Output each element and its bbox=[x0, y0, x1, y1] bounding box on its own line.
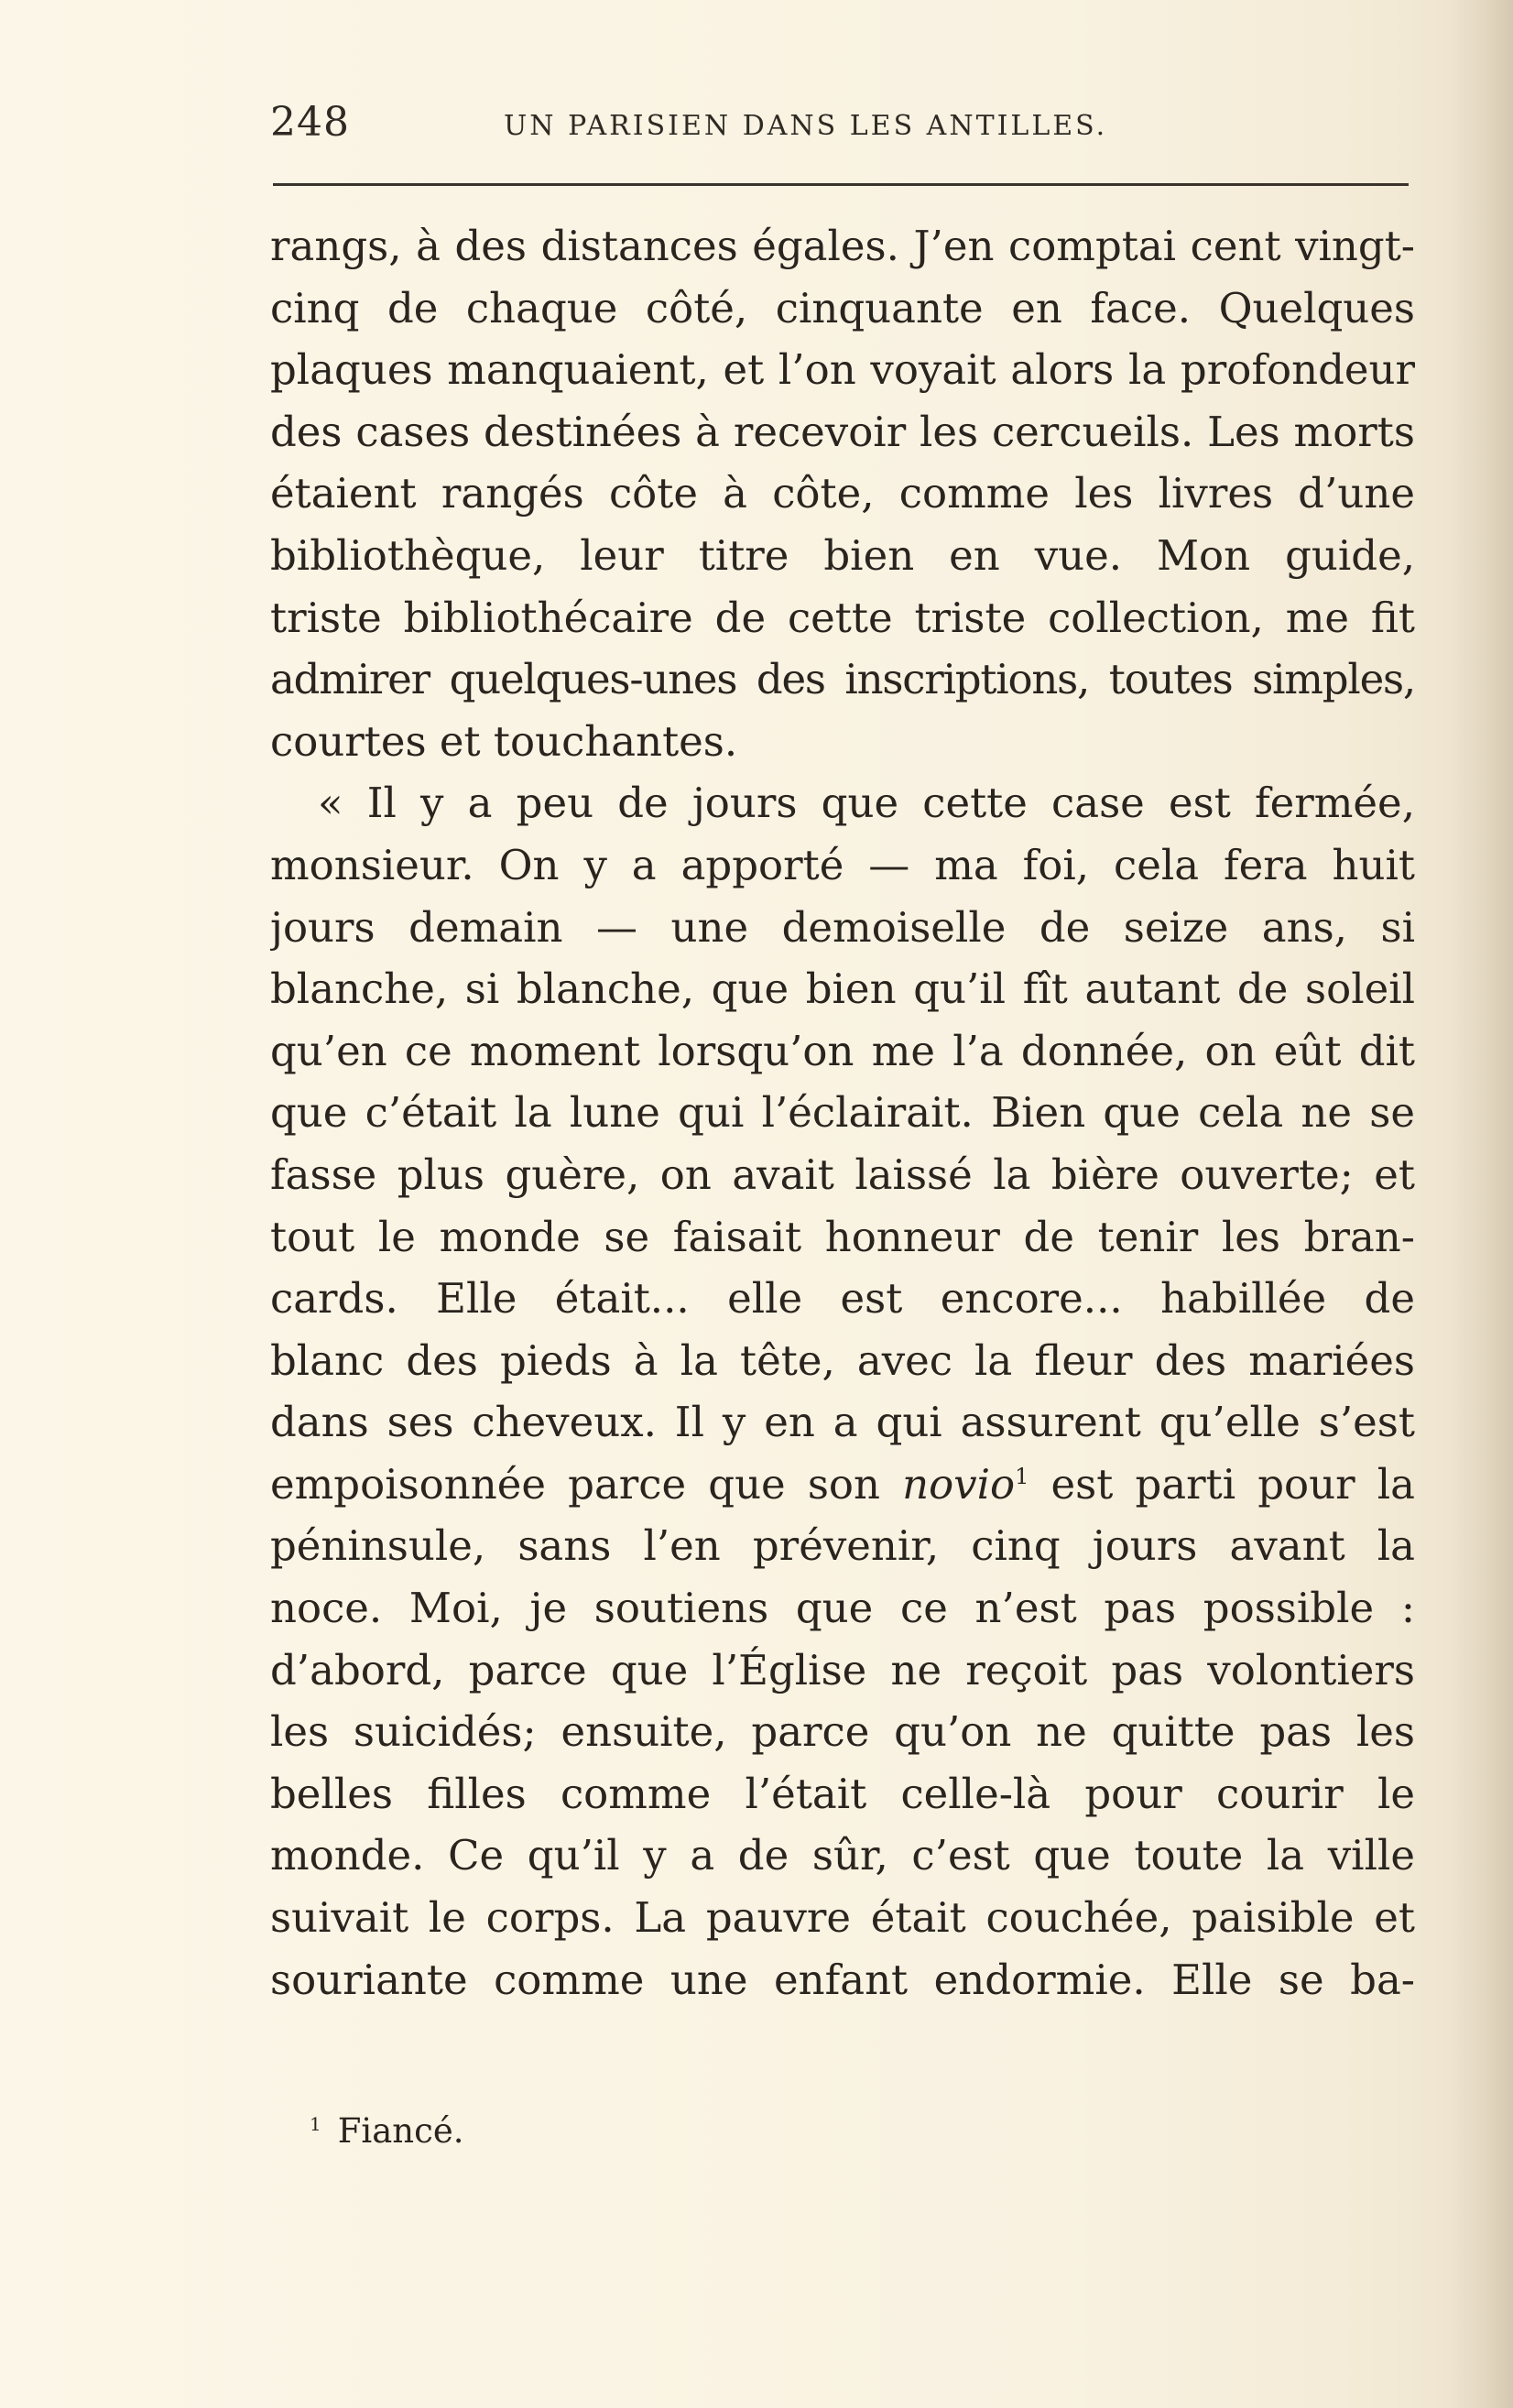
text-line: monsieur. On y a apporté — ma foi, cela fera huit bbox=[270, 840, 1415, 889]
text-line: cards. Elle était... elle est encore... habillée de bbox=[270, 1274, 1415, 1324]
text-line: fasse plus guère, on avait laissé la bière ouverte; et bbox=[270, 1150, 1415, 1199]
footnote-reference: 1 bbox=[1015, 1463, 1029, 1489]
footnote-text: Fiancé. bbox=[337, 2111, 464, 2151]
text-line: jours demain — une demoiselle de seize ans, si bbox=[270, 902, 1415, 952]
text-line: souriante comme une enfant endormie. Elle se ba- bbox=[270, 1955, 1415, 2004]
page-number: 248 bbox=[270, 99, 350, 146]
text-line: bibliothèque, leur titre bien en vue. Mon guide, bbox=[270, 530, 1415, 580]
text-line: des cases destinées à recevoir les cercueils. Les morts bbox=[270, 407, 1415, 456]
text-line: rangs, à des distances égales. J’en comptai cent vingt- bbox=[270, 222, 1415, 270]
header-rule bbox=[273, 183, 1409, 186]
text-line: dans ses cheveux. Il y en a qui assurent qu’elle s’est bbox=[270, 1398, 1415, 1447]
text-line: que c’était la lune qui l’éclairait. Bien que cela ne se bbox=[270, 1088, 1415, 1138]
italic-word: novio bbox=[902, 1459, 1016, 1509]
text-line: péninsule, sans l’en prévenir, cinq jours avant la bbox=[270, 1521, 1415, 1571]
text-line: blanche, si blanche, que bien qu’il fît autant de soleil bbox=[270, 964, 1415, 1014]
text-segment: empoisonnée parce que son bbox=[270, 1459, 903, 1509]
text-line: qu’en ce moment lorsqu’on me l’a donnée, on eût dit bbox=[270, 1026, 1415, 1075]
text-line: étaient rangés côte à côte, comme les livres d’une bbox=[270, 469, 1415, 518]
text-line: admirer quelques-unes des inscriptions, toutes simples, bbox=[270, 655, 1415, 704]
text-line: les suicidés; ensuite, parce qu’on ne quitte pas les bbox=[270, 1707, 1415, 1757]
text-line: blanc des pieds à la tête, avec la fleur des mariées bbox=[270, 1335, 1415, 1385]
page-edge-shadow bbox=[1449, 0, 1513, 2408]
running-title: UN PARISIEN DANS LES ANTILLES. bbox=[504, 110, 1108, 142]
paragraph-start-line: « Il y a peu de jours que cette case est fermée, bbox=[318, 779, 1415, 828]
text-line: d’abord, parce que l’Église ne reçoit pas volontiers bbox=[270, 1645, 1415, 1694]
text-line: plaques manquaient, et l’on voyait alors la profondeur bbox=[270, 345, 1415, 395]
text-line: noce. Moi, je soutiens que ce n’est pas possible : bbox=[270, 1584, 1415, 1633]
footnote-marker: 1 bbox=[310, 2112, 321, 2135]
text-line: belles filles comme l’était celle-là pour courir le bbox=[270, 1769, 1415, 1818]
footnote bbox=[310, 2111, 464, 2151]
running-header bbox=[270, 99, 1406, 154]
text-line: tout le monde se faisait honneur de tenir les bran- bbox=[270, 1212, 1415, 1261]
body-text bbox=[270, 215, 1415, 2010]
paragraph-end-line: courtes et touchantes. bbox=[270, 716, 738, 766]
text-line: cinq de chaque côté, cinquante en face. Quelques bbox=[270, 283, 1415, 332]
text-line-with-footnote-ref bbox=[270, 1454, 1415, 1516]
text-line: suivait le corps. La pauvre était couchée, paisible et bbox=[270, 1893, 1415, 1943]
text-segment: est parti pour la bbox=[1029, 1459, 1415, 1509]
text-line: monde. Ce qu’il y a de sûr, c’est que toute la ville bbox=[270, 1831, 1415, 1880]
text-line: triste bibliothécaire de cette triste collection, me fit bbox=[270, 593, 1415, 642]
